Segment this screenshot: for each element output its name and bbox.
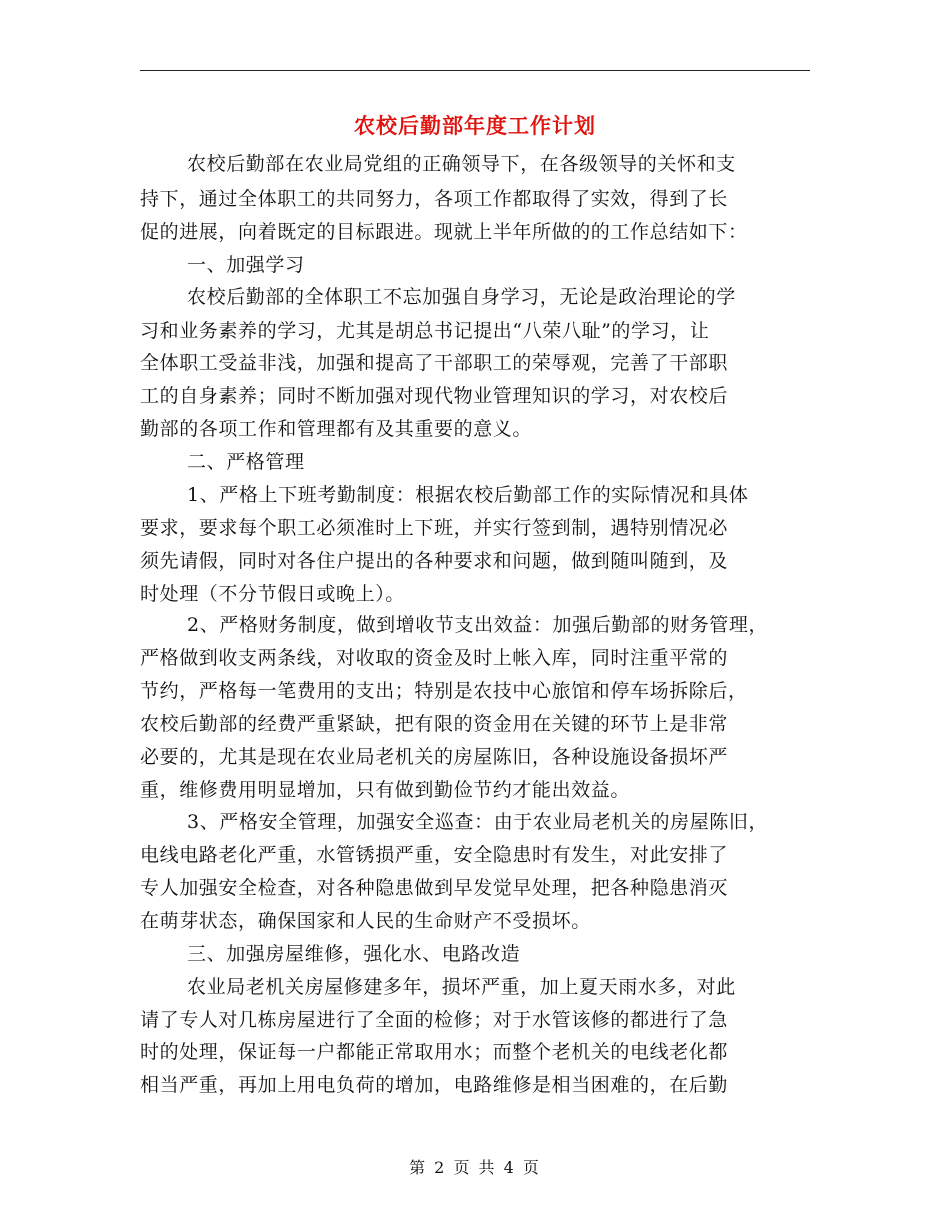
body-line: 农校后勤部的经费严重紧缺，把有限的资金用在关键的环节上是非常 (140, 713, 729, 735)
body-line: 专人加强安全检查，对各种隐患做到早发觉早处理，把各种隐患消灭 (140, 877, 729, 899)
body-line: 农业局老机关房屋修建多年，损坏严重，加上夏天雨水多，对此 (187, 976, 736, 998)
body-line: 工的自身素养；同时不断加强对现代物业管理知识的学习，对农校后 (140, 385, 729, 407)
body-line: 严格做到收支两条线，对收取的资金及时上帐入库，同时注重平常的 (140, 647, 729, 669)
document-title: 农校后勤部年度工作计划 (354, 113, 596, 138)
body-line: 一、加强学习 (187, 254, 305, 276)
body-line: 节约，严格每一笔费用的支出；特别是农技中心旅馆和停车场拆除后， (140, 680, 748, 702)
body-line: 1、严格上下班考勤制度：根据农校后勤部工作的实际情况和具体 (187, 484, 749, 506)
body-line: 须先请假，同时对各住户提出的各种要求和问题，做到随叫随到，及 (140, 550, 729, 572)
body-line: 习和业务素养的学习，尤其是胡总书记提出“八荣八耻”的学习，让 (140, 320, 710, 342)
body-line: 全体职工受益非浅，加强和提高了干部职工的荣辱观，完善了干部职 (140, 352, 729, 374)
body-line: 必要的，尤其是现在农业局老机关的房屋陈旧，各种设施设备损坏严 (140, 746, 729, 768)
body-line: 要求，要求每个职工必须准时上下班，并实行签到制，遇特别情况必 (140, 517, 729, 539)
body-line: 二、严格管理 (187, 451, 305, 473)
header-rule (140, 70, 810, 71)
body-line: 重，维修费用明显增加，只有做到勤俭节约才能出效益。 (140, 779, 631, 801)
body-line: 促的进展，向着既定的目标跟进。现就上半年所做的的工作总结如下： (140, 221, 748, 243)
body-line: 电线电路老化严重，水管锈损严重，安全隐患时有发生，对此安排了 (140, 844, 729, 866)
body-line: 农校后勤部在农业局党组的正确领导下，在各级领导的关怀和支 (187, 153, 736, 175)
body-line: 三、加强房屋维修，强化水、电路改造 (187, 943, 521, 965)
body-line: 时处理（不分节假日或晚上）。 (140, 583, 405, 605)
body-line: 勤部的各项工作和管理都有及其重要的意义。 (140, 418, 533, 440)
page-footer: 第 2 页 共 4 页 (409, 1158, 541, 1177)
body-line: 相当严重，再加上用电负荷的增加，电路维修是相当困难的，在后勤 (140, 1074, 729, 1096)
body-line: 请了专人对几栋房屋进行了全面的检修；对于水管该修的都进行了急 (140, 1009, 729, 1031)
body-line: 2、严格财务制度，做到增收节支出效益：加强后勤部的财务管理， (187, 614, 769, 636)
body-line: 农校后勤部的全体职工不忘加强自身学习，无论是政治理论的学 (187, 286, 736, 308)
body-line: 3、严格安全管理，加强安全巡查：由于农业局老机关的房屋陈旧， (187, 811, 769, 833)
body-line: 时的处理，保证每一户都能正常取用水；而整个老机关的电线老化都 (140, 1041, 729, 1063)
body-line: 持下，通过全体职工的共同努力，各项工作都取得了实效，得到了长 (140, 188, 729, 210)
body-line: 在萌芽状态，确保国家和人民的生命财产不受损坏。 (140, 910, 591, 932)
